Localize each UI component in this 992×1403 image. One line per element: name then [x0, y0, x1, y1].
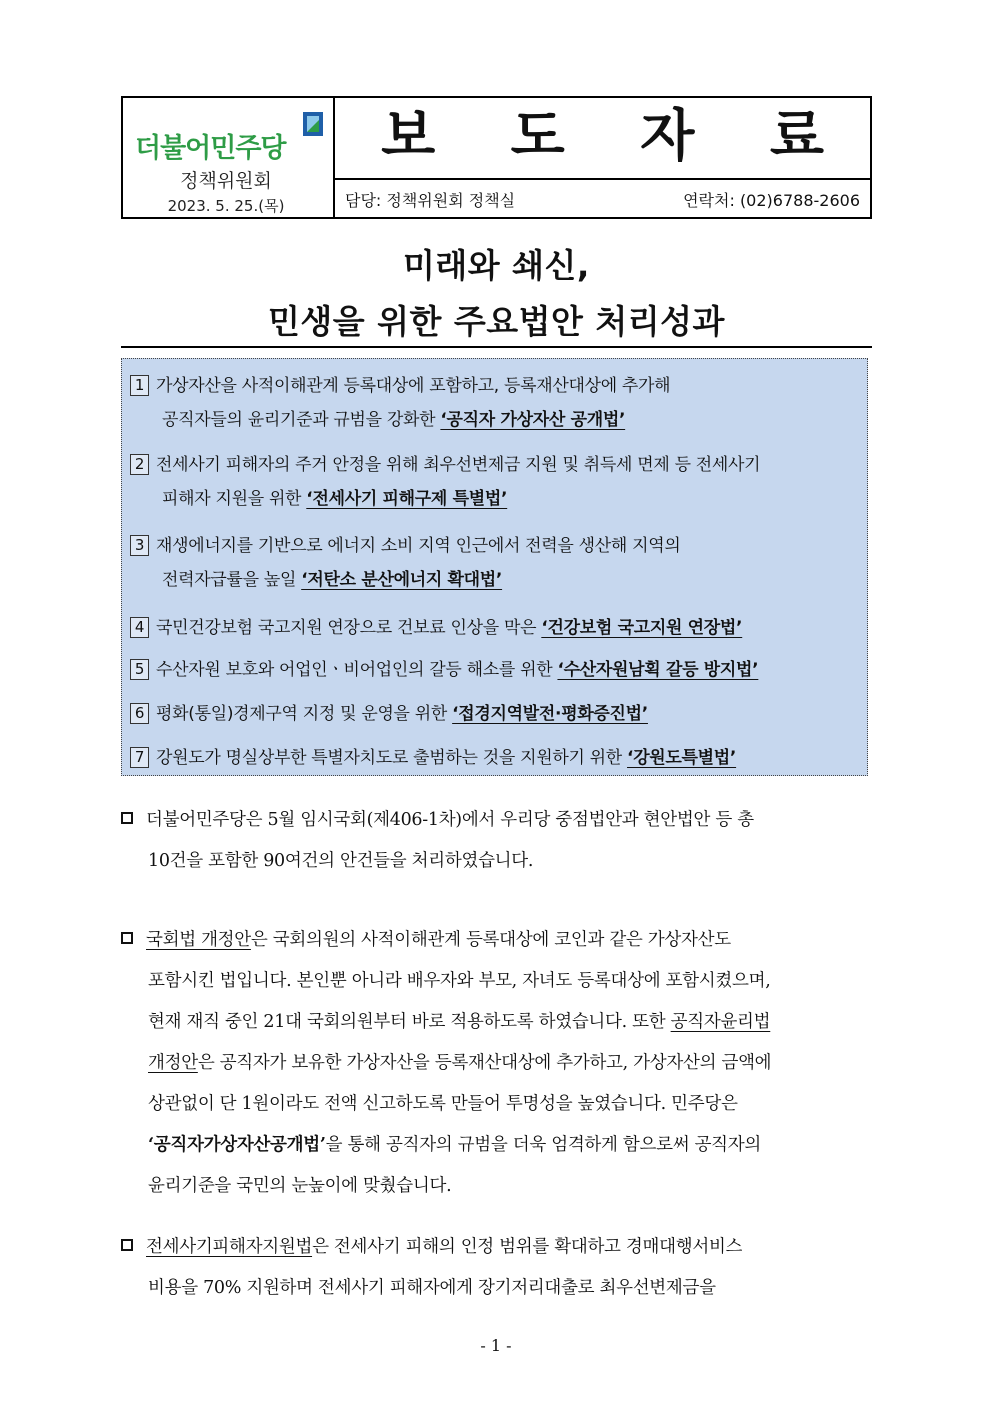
- paragraph-text: 은 전세사기 피해의 인정 범위를 확대하고 경매대행서비스: [312, 1237, 743, 1257]
- main-title-line-2: 민생을 위한 주요법안 처리성과: [268, 302, 725, 341]
- paragraph-text: 더불어민주당은 5월 임시국회(제406-1차)에서 우리당 중점법안과 현안법안 등 총: [146, 810, 754, 830]
- paragraph-3: [121, 1227, 872, 1309]
- paragraph-text: 포함시킨 법입니다. 본인뿐 아니라 배우자와 부모, 자녀도 등록대상에 포함시켰으며,: [148, 971, 771, 991]
- summary-text: 수산자원 보호와 어업인ㆍ비어업인의 갈등 해소를 위한: [156, 660, 558, 680]
- item-number: 6: [130, 703, 149, 724]
- item-number: 1: [130, 375, 149, 396]
- contact-person: 담당: 정책위원회 정책실: [345, 191, 516, 210]
- main-title: [121, 238, 872, 350]
- paragraph-1: [121, 800, 872, 882]
- law-reference: 전세사기피해자지원법: [146, 1237, 313, 1257]
- law-name: ‘저탄소 분산에너지 확대법’: [301, 570, 503, 590]
- law-reference: 개정안: [148, 1053, 198, 1073]
- paragraph-text: 현재 재직 중인 21대 국회의원부터 바로 적용하도록 하였습니다. 또한: [148, 1012, 671, 1032]
- paragraph-text: 상관없이 단 1원이라도 전액 신고하도록 만들어 투명성을 높였습니다. 민주당은: [148, 1094, 738, 1114]
- paragraph-text: 은 공직자가 보유한 가상자산을 등록재산대상에 추가하고, 가상자산의 금액에: [197, 1053, 772, 1073]
- summary-item-7: [130, 741, 736, 775]
- summary-text: 평화(통일)경제구역 지정 및 운영을 위한: [156, 704, 453, 724]
- summary-item-6: [130, 697, 648, 731]
- main-title-line-1: 미래와 쇄신,: [403, 246, 590, 285]
- party-logo-icon: [303, 112, 325, 138]
- checkbox-bullet-icon: [121, 932, 133, 944]
- law-name: ‘전세사기 피해구제 특별법’: [306, 489, 508, 509]
- summary-item-3: [130, 529, 681, 597]
- summary-text: 강원도가 명실상부한 특별자치도로 출범하는 것을 지원하기 위한: [156, 748, 628, 768]
- summary-text: 전력자급률을 높일: [162, 570, 302, 590]
- summary-text: 전세사기 피해자의 주거 안정을 위해 최우선변제금 지원 및 취득세 면제 등 전세사기: [156, 455, 761, 475]
- page-number: - 1 -: [480, 1336, 512, 1355]
- committee-name: 정책위원회: [180, 170, 272, 192]
- law-reference: 공직자윤리법: [670, 1012, 771, 1032]
- law-name: ‘접경지역발전·평화증진법’: [452, 704, 648, 724]
- summary-text: 국민건강보험 국고지원 연장으로 건보료 인상을 막은: [156, 618, 542, 638]
- checkbox-bullet-icon: [121, 812, 133, 824]
- item-number: 4: [130, 617, 149, 638]
- paragraph-text: 은 국회의원의 사적이해관계 등록대상에 코인과 같은 가상자산도: [250, 930, 731, 950]
- law-reference: 국회법 개정안: [146, 930, 251, 950]
- paragraph-text: 비용을 70% 지원하며 전세사기 피해자에게 장기저리대출로 최우선변제금을: [148, 1278, 716, 1298]
- title-divider: [121, 346, 872, 348]
- contact-row: [335, 178, 870, 219]
- law-name: ‘강원도특별법’: [627, 748, 737, 768]
- law-name: ‘공직자 가상자산 공개법’: [440, 410, 626, 430]
- summary-item-1: [130, 369, 670, 437]
- release-date: 2023. 5. 25.(목): [167, 197, 285, 215]
- summary-text: 재생에너지를 기반으로 에너지 소비 지역 인근에서 전력을 생산해 지역의: [156, 536, 681, 556]
- paragraph-text: 윤리기준을 국민의 눈높이에 맞췄습니다.: [148, 1176, 452, 1196]
- item-number: 3: [130, 535, 149, 556]
- contact-phone: 연락처: (02)6788-2606: [683, 191, 860, 210]
- press-release-title: 보 도 자 료: [381, 104, 852, 169]
- law-name: ‘수산자원남획 갈등 방지법’: [557, 660, 759, 680]
- summary-text: 공직자들의 윤리기준과 규범을 강화한: [162, 410, 441, 430]
- party-name: 더불어민주당: [135, 133, 286, 164]
- summary-item-2: [130, 448, 760, 516]
- paragraph-2: [121, 920, 872, 1207]
- summary-box: [121, 358, 868, 776]
- header-right-cell: [335, 98, 870, 217]
- header-left-cell: [123, 98, 335, 217]
- summary-text: 피해자 지원을 위한: [162, 489, 307, 509]
- law-reference: ‘공직자가상자산공개법’: [148, 1135, 326, 1155]
- checkbox-bullet-icon: [121, 1239, 133, 1251]
- paragraph-text: 10건을 포함한 90여건의 안건들을 처리하였습니다.: [148, 851, 534, 871]
- item-number: 2: [130, 454, 149, 475]
- item-number: 7: [130, 747, 149, 768]
- item-number: 5: [130, 659, 149, 680]
- party-logo: [135, 112, 325, 164]
- summary-item-5: [130, 653, 758, 687]
- summary-item-4: [130, 611, 742, 645]
- summary-text: 가상자산을 사적이해관계 등록대상에 포함하고, 등록재산대상에 추가해: [156, 376, 671, 396]
- paragraph-text: 을 통해 공직자의 규범을 더욱 엄격하게 함으로써 공직자의: [325, 1135, 761, 1155]
- press-header: [121, 96, 872, 219]
- law-name: ‘건강보험 국고지원 연장법’: [541, 618, 743, 638]
